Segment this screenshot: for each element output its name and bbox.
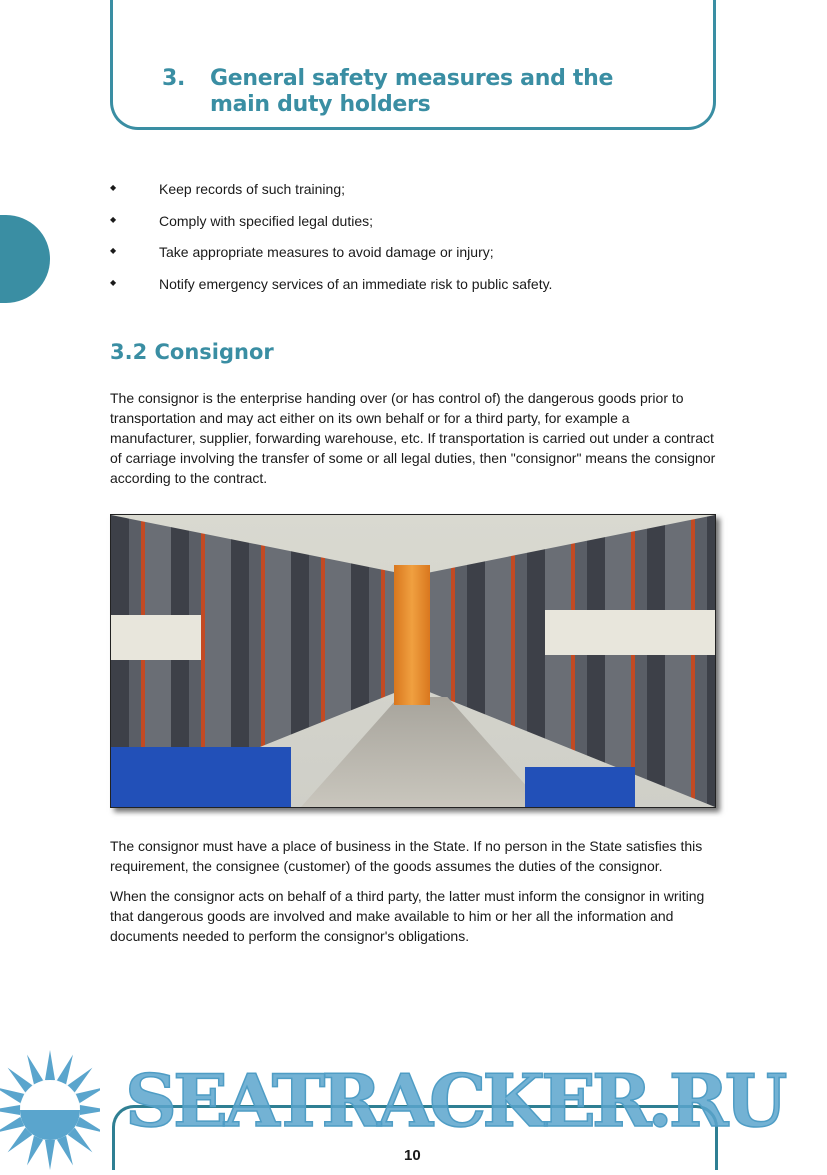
warehouse-photo: [110, 514, 716, 808]
paragraph: When the consignor acts on behalf of a third party, the latter must inform the consignor in writing that dangerous goods are involved and make available to him or her all the information and documents needed to perform the consignor's obligations.: [110, 888, 705, 944]
bullet-icon: ◆: [110, 277, 117, 287]
side-tab-marker: [0, 215, 50, 303]
sun-logo-icon: [0, 1045, 100, 1175]
blue-drums: [525, 767, 635, 807]
forklift: [394, 565, 430, 705]
containers: [111, 615, 201, 660]
list-item: ◆ Take appropriate measures to avoid damage or injury;: [110, 244, 494, 260]
watermark: SEATRACKER.RU: [125, 1058, 784, 1143]
bullet-list: [110, 181, 710, 307]
paragraph: The consignor must have a place of business in the State. If no person in the State satisfies this requirement, the consignee (customer) of the goods assumes the duties of the consignor.: [110, 838, 703, 874]
section-number: 3.: [162, 66, 186, 91]
bullet-icon: ◆: [110, 246, 117, 255]
intro-text: [110, 388, 716, 498]
subsection-title: 3.2 Consignor: [110, 340, 274, 364]
bullet-icon: ◆: [110, 183, 117, 192]
section-title-text: General safety measures and the main duty holders: [210, 66, 614, 117]
blue-drums: [111, 747, 291, 807]
body-text: [110, 836, 716, 956]
bullet-icon: ◆: [110, 214, 117, 224]
list-item: ◆ Notify emergency services of an immediate risk to public safety.: [110, 275, 553, 292]
list-item: ◆ Comply with specified legal duties;: [110, 212, 373, 229]
page-number: 10: [404, 1147, 421, 1164]
list-item: ◆ Keep records of such training;: [110, 181, 345, 197]
containers: [545, 610, 715, 655]
paragraph: The consignor is the enterprise handing over (or has control of) the dangerous goods prior to transportation and may act either on its own behalf or for a third party, for example a manufacturer, supplier, forwarding warehouse, etc. If transportation is carried out under a contract of carriage involving the transfer of some or all legal duties, then "consignor" means the consignor according to the contract.: [110, 390, 716, 486]
